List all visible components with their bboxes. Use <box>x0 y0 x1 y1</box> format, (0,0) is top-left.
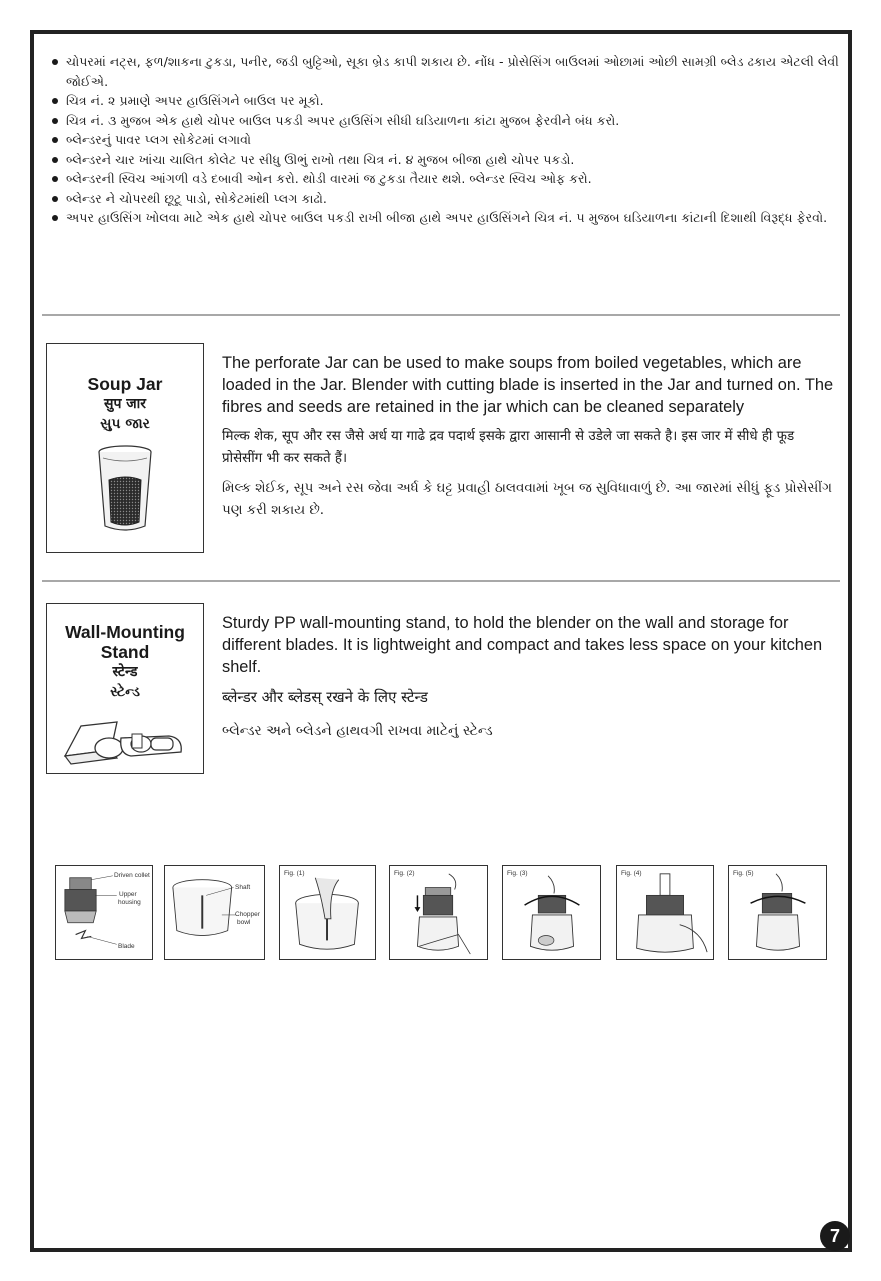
instruction-item: અપર હાઉસિંગ ખોલવા માટે એક હાથે ચોપર બાઉલ પકડી રાખી બીજા હાથે અપર હાઉસિંગને ચિત્ર નં. ૫ મુજબ ઘડિયાળના કાંટાની દિશાથી વિરૂદ્ધ ફેરવો. <box>50 208 840 228</box>
soup-jar-desc-gujarati: મિલ્ક શેઈક, સૂપ અને રસ જેવા અર્ધ કે ઘટ્ટ પ્રવાહી ઠાલવવામાં ખૂબ જ સુવિધાવાળું છે. આ જારમાં સીધું ફૂડ પ્રોસેસીંગ પણ કરી શકાય છે. <box>222 481 832 518</box>
wall-stand-title: Wall-Mounting Stand <box>65 622 185 662</box>
soup-jar-title-gujarati: સુપ જાર <box>100 416 150 432</box>
blade-label: Blade <box>118 943 135 950</box>
instruction-item: ચિત્ર નં. ૩ મુજબ એક હાથે ચોપર બાઉલ પકડી અપર હાઉસિંગ સીધી ઘડિયાળના કાંટા મુજબ ફેરવીને બંધ કરો. <box>50 111 840 131</box>
chopper-bowl-label-2: bowl <box>237 919 251 926</box>
figure-4 <box>616 865 714 960</box>
section-divider <box>42 314 840 316</box>
instruction-item: ચોપરમાં નટ્સ, ફળ/શાકના ટુકડા, પનીર, જડી બુટ્ટિઓ, સૂકા બ્રેડ કાપી શકાય છે. નોંધ - પ્રોસેસિંગ બાઉલમાં ઓછામાં ઓછી સામગ્રી બ્લેડ ઢકાય એટલી લેવી જોઈએ. <box>50 52 840 91</box>
fig3-illustration <box>503 866 600 959</box>
soup-jar-title-hindi: सुप जार <box>103 396 147 412</box>
figure-1 <box>279 865 376 960</box>
fig5-label: Fig. (5) <box>733 870 754 877</box>
upper-housing-label-2: housing <box>118 899 141 906</box>
wall-stand-desc-english: Sturdy PP wall-mounting stand, to hold the blender on the wall and storage for different blades. It is lightweight and compact and takes less space on your kitchen shelf. <box>222 614 823 676</box>
wall-stand-description <box>222 612 834 750</box>
fig4-illustration <box>617 866 713 959</box>
fig2-illustration <box>390 866 487 959</box>
fig4-label: Fig. (4) <box>621 870 642 877</box>
wall-stand-illustration <box>59 708 189 768</box>
wall-stand-desc-gujarati: બ્લેન્ડર અને બ્લેડને હાથવગી રાખવા માટેનું સ્ટેન્ડ <box>222 723 493 739</box>
upper-housing-label: Upper <box>119 891 137 898</box>
section-divider <box>42 580 840 582</box>
fig5-illustration <box>729 866 826 959</box>
soup-jar-box <box>46 343 204 553</box>
figures-strip <box>0 865 881 960</box>
figure-parts <box>55 865 153 960</box>
figure-2 <box>389 865 488 960</box>
soup-jar-desc-english: The perforate Jar can be used to make soups from boiled vegetables, which are loaded in the Jar. Blender with cutting blade is inserted in the Jar and turned on. The fibres and seeds are retained in the jar which can be cleaned separately <box>222 354 834 416</box>
fig3-label: Fig. (3) <box>507 870 528 877</box>
driven-collet-label: Driven collet <box>114 872 150 879</box>
instruction-item: બ્લેન્ડર ને ચોપરથી છૂટૂ પાડો, સોકેટમાંથી પ્લગ કાઢો. <box>50 189 840 209</box>
soup-jar-illustration <box>95 444 155 534</box>
soup-jar-description <box>222 352 834 530</box>
figure-bowl <box>164 865 265 960</box>
instruction-item: બ્લેન્ડરની સ્વિચ આંગળી વડે દબાવી ઓન કરો. થોડી વારમાં જ ટુકડા તૈયાર થશે. બ્લેન્ડર સ્વિચ ઓફ કરો. <box>50 169 840 189</box>
shaft-label: Shaft <box>235 884 251 891</box>
wall-stand-desc-hindi: ब्लेन्डर और ब्लेडस् रखने के लिए स्टेन्ड <box>222 688 428 706</box>
instruction-item: બ્લેન્ડરનું પાવર પ્લગ સોકેટમાં લગાવો <box>50 130 840 150</box>
fig1-label: Fig. (1) <box>284 870 305 877</box>
chopper-bowl-label: Chopper <box>235 911 260 918</box>
soup-jar-title: Soup Jar <box>87 374 163 394</box>
wall-stand-box <box>46 603 204 774</box>
page-number-badge: 7 <box>820 1221 850 1251</box>
fig2-label: Fig. (2) <box>394 870 415 877</box>
soup-jar-desc-hindi: मिल्क शेक, सूप और रस जैसे अर्ध या गाढे द्रव पदार्थ इसके द्वारा आसानी से उडेले जा सकते है। इस जार में सीधे ही फूड प्रोसेसींग भी कर सकते हैं। <box>222 429 795 466</box>
wall-stand-title-hindi: स्टेन्ड <box>112 664 138 680</box>
figure-5 <box>728 865 827 960</box>
gujarati-instructions-list <box>50 52 840 228</box>
wall-stand-title-gujarati: સ્ટેન્ડ <box>110 684 140 700</box>
parts-illustration <box>56 866 152 959</box>
instruction-item: બ્લેન્ડરને ચાર ખાંચા ચાલિત કોલેટ પર સીધુ ઊભું રાખો તથા ચિત્ર નં. ૪ મુજબ બીજા હાથે ચોપર પકડો. <box>50 150 840 170</box>
instruction-item: ચિત્ર નં. ૨ પ્રમાણે અપર હાઉસિંગને બાઉલ પર મૂકો. <box>50 91 840 111</box>
figure-3 <box>502 865 601 960</box>
fig1-illustration <box>280 866 375 959</box>
